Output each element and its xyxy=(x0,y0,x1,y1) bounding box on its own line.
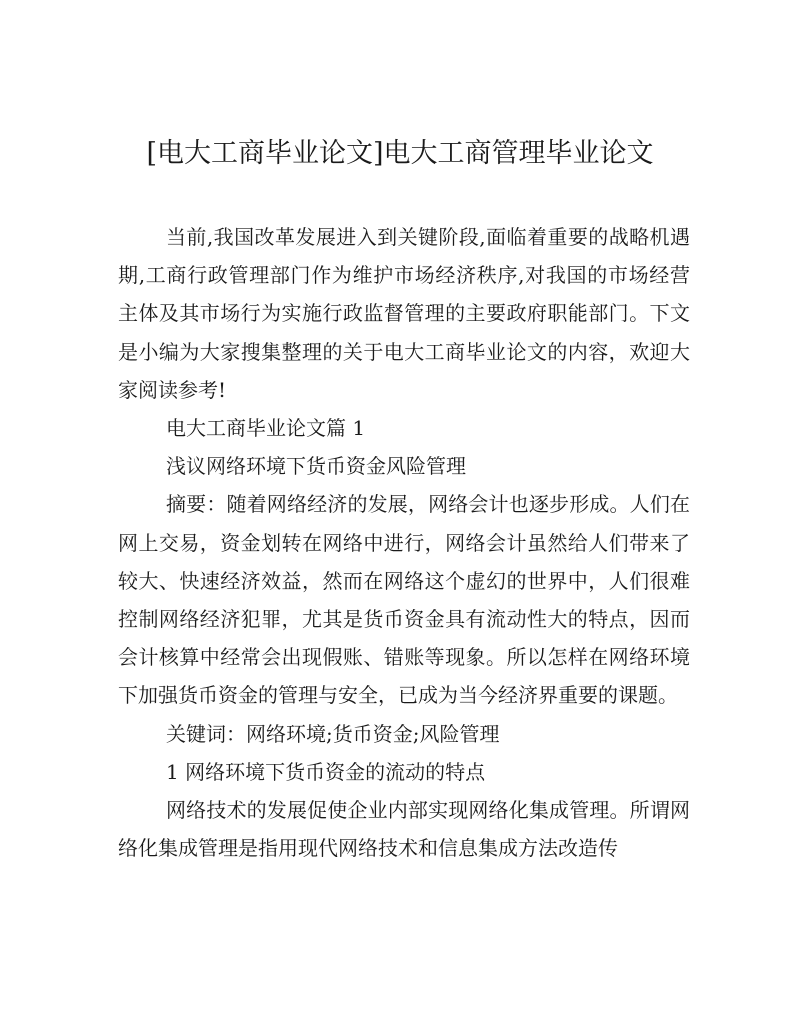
abstract-paragraph: 摘要：随着网络经济的发展，网络会计也逐步形成。人们在网上交易，资金划转在网络中进行，网络会计虽然给人们带来了较大、快速经济效益，然而在网络这个虚幻的世界中，人们很难控制网络经济犯罪，尤其是货币资金具有流动性大的特点，因而会计核算中经常会出现假账、错账等现象。所以怎样在网络环境下加强货币资金的管理与安全，已成为当今经济界重要的课题。 xyxy=(118,492,690,708)
section-1-heading: 1 网络环境下货币资金的流动的特点 xyxy=(166,759,486,784)
section-label: 电大工商毕业论文篇 1 xyxy=(166,416,366,441)
intro-paragraph: 当前,我国改革发展进入到关键阶段,面临着重要的战略机遇期,工商行政管理部门作为维护市场经济秩序,对我国的市场经营主体及其市场行为实施行政监督管理的主要政府职能部门。下文是小编为大家搜集整理的关于电大工商毕业论文的内容，欢迎大家阅读参考! xyxy=(118,225,690,402)
section-1-paragraph: 网络技术的发展促使企业内部实现网络化集成管理。所谓网络化集成管理是指用现代网络技术和信息集成方法改造传 xyxy=(118,798,690,861)
paper-title: 浅议网络环境下货币资金风险管理 xyxy=(166,454,466,479)
document-body xyxy=(118,218,690,867)
keywords-line: 关键词：网络环境;货币资金;风险管理 xyxy=(166,721,500,746)
document-title: [电大工商毕业论文]电大工商管理毕业论文 xyxy=(146,138,654,169)
